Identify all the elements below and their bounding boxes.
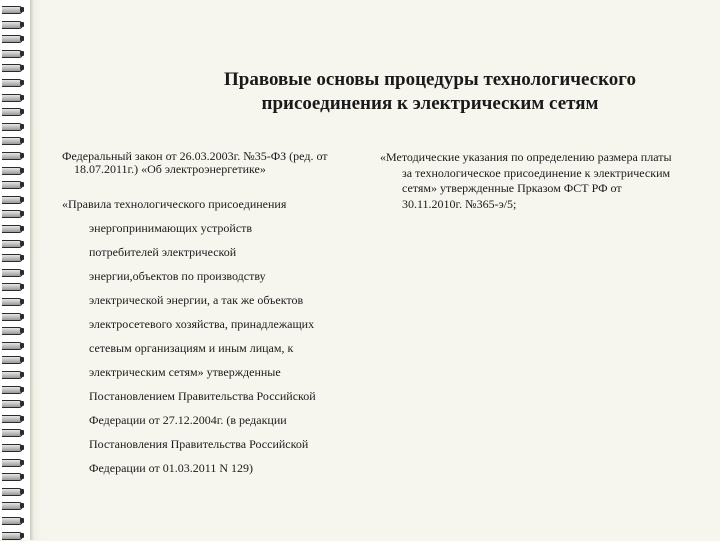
binding-ring: [2, 167, 24, 176]
binding-ring: [2, 79, 24, 88]
binding-ring: [2, 108, 24, 117]
binding-ring: [2, 6, 24, 15]
binding-ring: [2, 517, 24, 526]
binding-ring: [2, 283, 24, 292]
rules-line: Постановлением Правительства Российской: [89, 389, 316, 403]
binding-ring: [2, 502, 24, 511]
rules-line: Федерации от 27.12.2004г. (в редакции: [89, 413, 287, 427]
binding-ring: [2, 94, 24, 103]
rules-line: энергопринимающих устройств: [89, 221, 253, 235]
binding-ring: [2, 196, 24, 205]
left-column: [62, 150, 362, 480]
binding-ring: [2, 473, 24, 482]
rules-line: Федерации от 01.03.2011 N 129): [89, 461, 253, 475]
binding-ring: [2, 386, 24, 395]
binding-ring: [2, 298, 24, 307]
binding-ring: [2, 342, 24, 351]
rules-line: сетевым организациям и иным лицам, к: [89, 341, 294, 355]
rules-line: электрическим сетям» утвержденные: [89, 365, 281, 379]
title-line-1: Правовые основы процедуры технологического: [224, 69, 636, 90]
federal-law-text: Федеральный закон от 26.03.2003г. №35-ФЗ (ред. от 18.07.2011г.) «Об электроэнергетике»: [62, 149, 328, 176]
binding-ring: [2, 225, 24, 234]
page-edge: [30, 0, 34, 540]
binding-ring: [2, 429, 24, 438]
rules-line: электрической энергии, а так же объектов: [89, 293, 304, 307]
binding-ring: [2, 123, 24, 132]
binding-ring: [2, 327, 24, 336]
binding-ring: [2, 137, 24, 146]
binding-ring: [2, 21, 24, 30]
spiral-binding: [0, 0, 30, 540]
rules-text: [62, 192, 362, 480]
binding-ring: [2, 400, 24, 409]
binding-ring: [2, 50, 24, 59]
rules-line: потребителей электрической: [89, 245, 237, 259]
title-line-2: присоединения к электрическим сетям: [261, 93, 599, 114]
binding-ring: [2, 532, 24, 541]
binding-ring: [2, 488, 24, 497]
binding-ring: [2, 181, 24, 190]
binding-ring: [2, 459, 24, 468]
rules-line: электросетевого хозяйства, принадлежащих: [89, 317, 315, 331]
binding-ring: [2, 415, 24, 424]
slide-title: [150, 68, 710, 116]
binding-ring: [2, 254, 24, 263]
binding-ring: [2, 269, 24, 278]
binding-ring: [2, 371, 24, 380]
binding-ring: [2, 35, 24, 44]
rules-line: Постановления Правительства Российской: [89, 437, 309, 451]
binding-ring: [2, 152, 24, 161]
binding-ring: [2, 313, 24, 322]
rules-line: «Правила технологического присоединения: [62, 197, 287, 211]
binding-ring: [2, 356, 24, 365]
binding-ring: [2, 240, 24, 249]
binding-ring: [2, 444, 24, 453]
binding-ring: [2, 210, 24, 219]
rules-line: энергии,объектов по производству: [89, 269, 266, 283]
methodical-guidelines-text: «Методические указания по определению размера платы за технологическое присоединение к электрическим сетям» утвержденные Прказом ФСТ РФ от 30.11.2010г. №365-э/5;: [380, 150, 672, 211]
binding-ring: [2, 64, 24, 73]
